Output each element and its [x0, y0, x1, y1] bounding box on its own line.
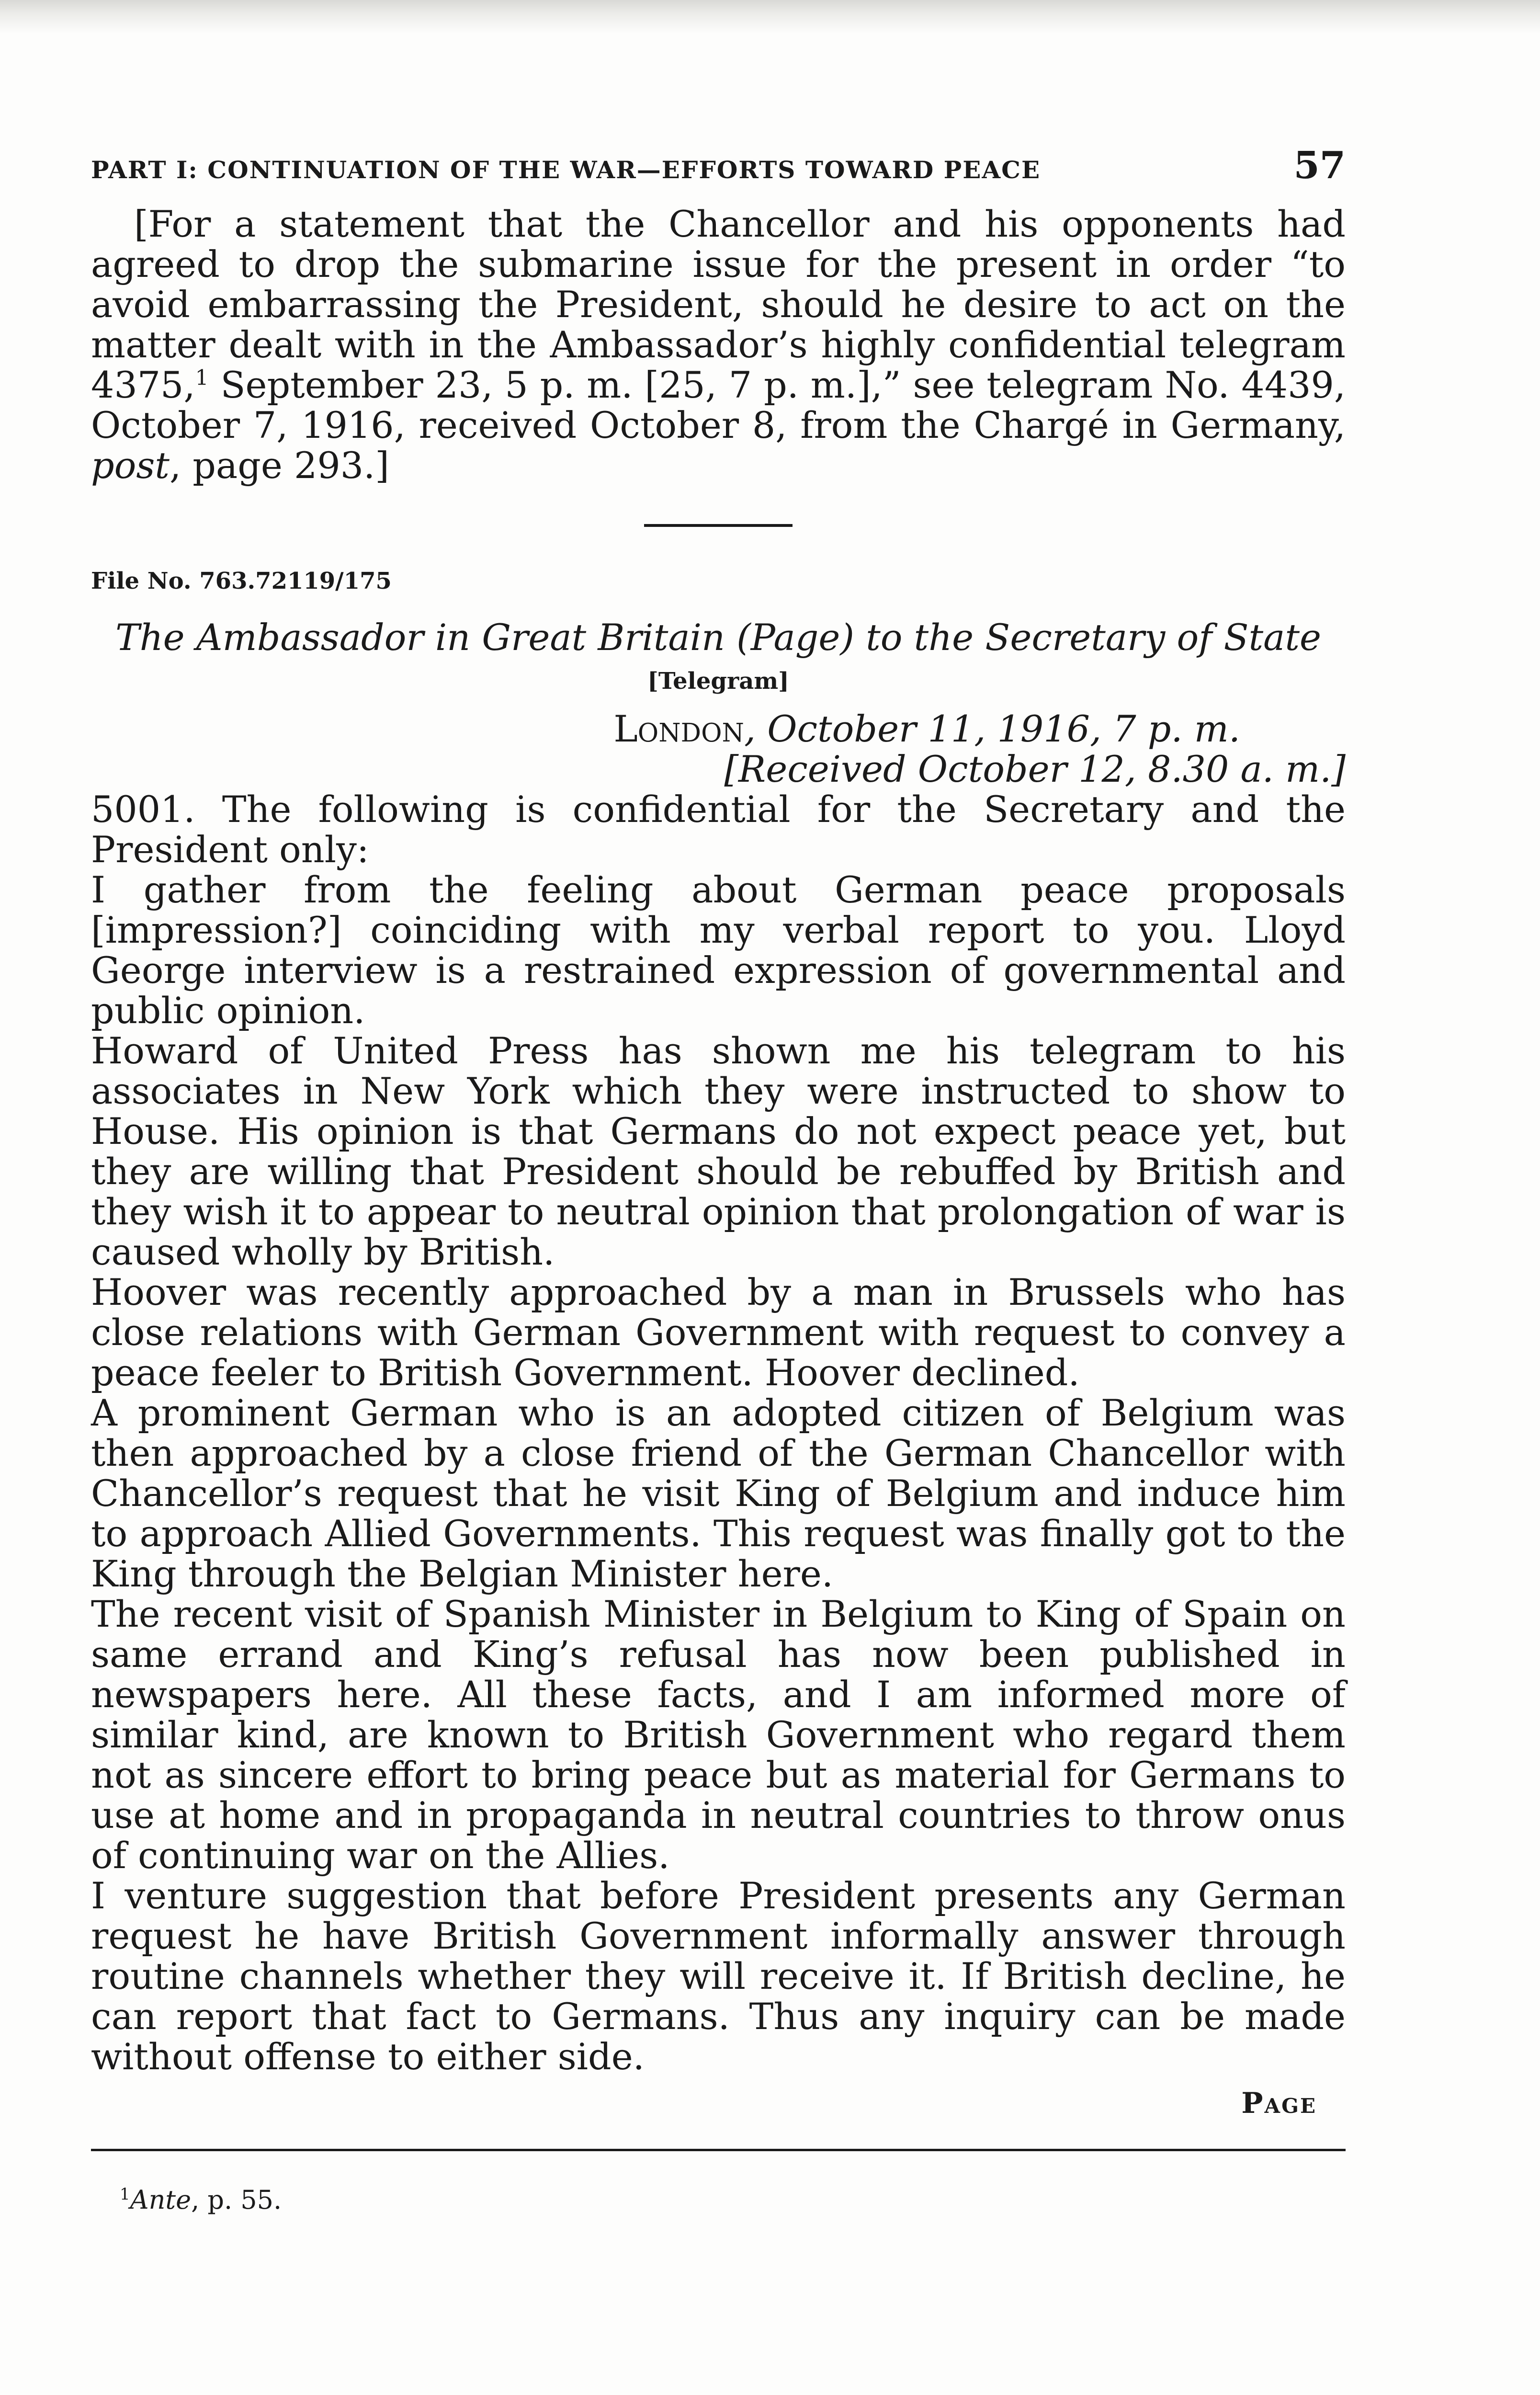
- running-head: [91, 144, 1346, 187]
- scan-edge: [0, 0, 1540, 34]
- editorial-note-part2: September 23, 5 p. m. [25, 7 p. m.],” see telegram No. 4439, October 7, 1916, received October 8, from the Chargé in Germany,: [91, 364, 1346, 446]
- footnote-marker: 1: [120, 2185, 130, 2204]
- document-title: The Ambassador in Great Britain (Page) to the Secretary of State: [115, 616, 1321, 659]
- footnote: [91, 2185, 1346, 2215]
- footnote-rule: [91, 2149, 1346, 2151]
- dateline-received: [Received October 12, 8.30 a. m.]: [724, 748, 1346, 790]
- footnote-ante: Ante: [130, 2185, 192, 2215]
- body-paragraph: 5001. The following is confidential for the Secretary and the President only:: [91, 788, 1346, 871]
- footnote-ref: 1: [195, 365, 209, 390]
- editorial-note-part1: [For a statement that the Chancellor and his opponents had agreed to drop the submarine issue for the present in order “to avoid embarrassing the President, should he desire to act on the matter dealt with in the Ambassador’s highly confidential telegram 4375,: [91, 203, 1346, 406]
- signature: Page: [1241, 2087, 1317, 2120]
- dateline-date-sent: , October 11, 1916, 7 p. m.: [744, 707, 1240, 750]
- body-paragraph: Howard of United Press has shown me his telegram to his associates in New York which they were instructed to show to House. His opinion is that Germans do not expect peace yet, but they are willing that President should be rebuffed by British and they wish it to appear to neutral opinion that prolongation of war is caused wholly by British.: [91, 1029, 1346, 1273]
- page-content: [91, 144, 1346, 2215]
- page-number: 57: [1293, 144, 1346, 187]
- editorial-note-part3: , page 293.]: [169, 444, 389, 487]
- telegram-body: [91, 789, 1346, 2077]
- file-number: File No. 763.72119/175: [91, 568, 392, 594]
- body-paragraph: The recent visit of Spanish Minister in Belgium to King of Spain on same errand and King’s refusal has now been published in newspapers here. All these facts, and I am informed more of similar kind, are known to British Government who regard them not as sincere effort to bring peace but as material for Germans to use at home and in propaganda in neutral countries to throw onus of continuing war on the Allies.: [91, 1593, 1346, 1877]
- running-title: PART I: CONTINUATION OF THE WAR—EFFORTS TOWARD PEACE: [91, 156, 1041, 184]
- editorial-note: [91, 204, 1346, 486]
- body-paragraph: I venture suggestion that before President presents any German request he have British Government informally answer through routine channels whether they will receive it. If British decline, he can report that fact to Germans. Thus any inquiry can be made without offense to either side.: [91, 1874, 1346, 2078]
- body-paragraph: Hoover was recently approached by a man in Brussels who has close relations with German Government with request to convey a peace feeler to British Government. Hoover declined.: [91, 1271, 1346, 1394]
- dateline-place: London: [613, 707, 744, 750]
- body-paragraph: I gather from the feeling about German peace proposals [impression?] coinciding with my verbal report to you. Lloyd George interview is a restrained expression of governmental and public opinion.: [91, 868, 1346, 1032]
- telegram-label: [Telegram]: [647, 668, 789, 695]
- section-separator: [644, 524, 793, 527]
- dateline: [91, 709, 1346, 789]
- dateline-sent: [91, 709, 1346, 749]
- body-paragraph: A prominent German who is an adopted citizen of Belgium was then approached by a close friend of the German Chancellor with Chancellor’s request that he visit King of Belgium and induce him to approach Allied Governments. This request was finally got to the King through the Belgian Minister here.: [91, 1391, 1346, 1595]
- editorial-note-post: post: [91, 444, 170, 487]
- footnote-text: , p. 55.: [191, 2185, 282, 2215]
